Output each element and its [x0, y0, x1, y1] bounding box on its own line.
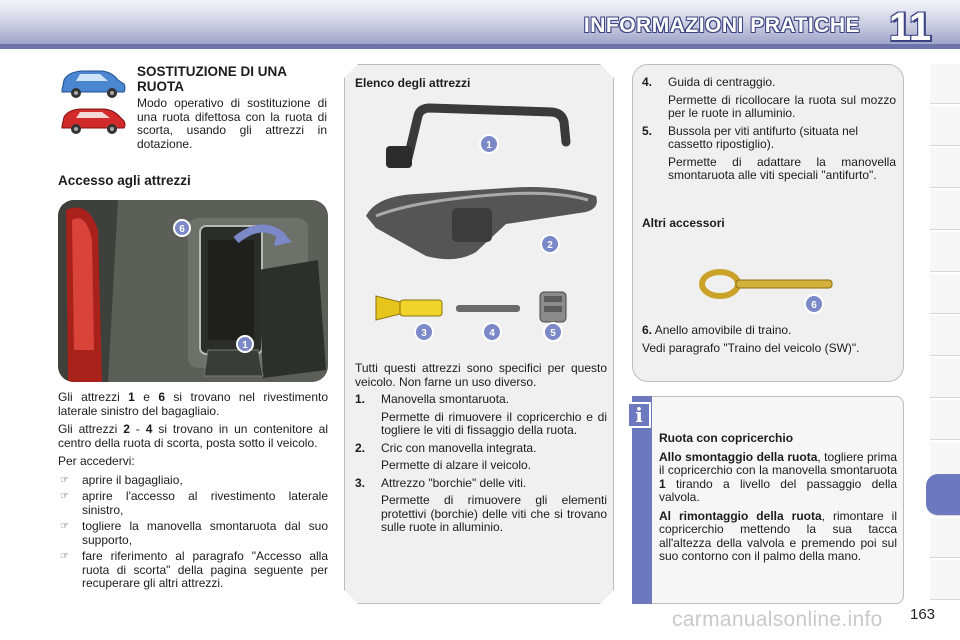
chapter-tabs: [926, 64, 960, 624]
access-paragraph: Gli attrezzi 1 e 6 si trovano nel rivestimento laterale sinistro del bagagliaio.: [58, 390, 329, 418]
list-item: ☞ fare riferimento al paragrafo "Accesso alla ruota di scorta" della pagina seguente per recuperare gli altri attrezzi.: [60, 549, 328, 590]
tool-badge: 6: [179, 224, 185, 235]
chapter-tab[interactable]: [930, 106, 960, 146]
info-paragraph: Al rimontaggio della ruota, rimontare il copricerchio mettendo la sua tacca all'altezza della valvola e premendo poi sul suo contorno con il palmo della mano.: [659, 508, 897, 563]
tools-title: Elenco degli attrezzi: [355, 76, 471, 90]
list-item: 3. Attrezzo "borchie" delle viti. Permette di rimuovere gli elementi protettivi (borchie) delle viti che si trovano sulle ruote in alluminio.: [355, 475, 607, 534]
tool-badge: 6: [811, 300, 817, 311]
list-item: 1. Manovella smontaruota. Permette di rimuovere il copricerchio e di togliere le viti di fissaggio della ruota.: [355, 392, 607, 437]
list-item: 2. Cric con manovella integrata. Permette di alzare il veicolo.: [355, 440, 537, 472]
list-item: 5. Bussola per viti antifurto (situata nel cassetto ripostiglio). Permette di adattare la manovella smontaruota alle viti speciali "antifurto".: [642, 123, 896, 182]
accessories-text: [642, 324, 896, 359]
chapter-tab[interactable]: [930, 560, 960, 600]
tools-text: [355, 362, 607, 539]
towing-ring-illustration: [690, 258, 840, 318]
chapter-tab-active[interactable]: [926, 474, 960, 516]
info-title: Ruota con copricerchio: [659, 431, 794, 445]
list-item: 4. Guida di centraggio. Permette di ricollocare la ruota sul mozzo per le ruote in alluminio.: [642, 75, 896, 120]
trunk-photo: [58, 200, 328, 382]
accessories-title: Altri accessori: [642, 216, 725, 230]
pointing-hand-icon: ☞: [60, 521, 69, 532]
list-item: ☞ aprire l'accesso al rivestimento laterale sinistro,: [60, 489, 328, 517]
chapter-tab[interactable]: [930, 316, 960, 356]
tool-badge: 2: [547, 240, 553, 251]
page-number: 163: [910, 606, 936, 623]
chapter-tab[interactable]: [930, 274, 960, 314]
header-stripe: [0, 44, 960, 49]
tool-badge: 1: [486, 140, 492, 151]
tool-badge: 4: [489, 328, 495, 339]
tool-badge: 3: [421, 328, 427, 339]
pointing-hand-icon: ☞: [60, 491, 69, 502]
page-title: INFORMAZIONI PRATICHE: [583, 14, 860, 37]
tools-text-continued: [642, 76, 896, 187]
access-title: Accesso agli attrezzi: [58, 173, 191, 188]
chapter-number: 11: [888, 5, 932, 49]
info-icon: i: [627, 402, 651, 428]
red-car-icon: [58, 102, 128, 136]
accessory-note: Vedi paragrafo "Traino del veicolo (SW)".: [642, 340, 860, 355]
chapter-tab[interactable]: [930, 358, 960, 398]
chapter-tab[interactable]: [930, 232, 960, 272]
chapter-tab[interactable]: [930, 518, 960, 558]
blue-car-icon: [58, 66, 128, 100]
access-text: [58, 391, 328, 594]
info-paragraph: Allo smontaggio della ruota, togliere prima il copricerchio con la manovella smontaruota 1 tirando a livello del passaggio della valvola.: [659, 449, 897, 504]
watermark: carmanualsonline.info: [672, 608, 883, 631]
chapter-tab[interactable]: [930, 400, 960, 440]
info-text: [659, 432, 897, 569]
list-item: ☞ togliere la manovella smontaruota dal suo supporto,: [60, 519, 328, 547]
pointing-hand-icon: ☞: [60, 551, 69, 562]
access-paragraph: Gli attrezzi 2 - 4 si trovano in un contenitore al centro della ruota di scorta, posta sotto il veicolo.: [58, 422, 328, 450]
tool-badge: 5: [550, 328, 556, 339]
section-title: SOSTITUZIONE DI UNA RUOTA: [137, 64, 287, 94]
page-header: [0, 0, 960, 50]
list-item: ☞ aprire il bagagliaio,: [60, 472, 183, 487]
accessory-item: 6. Anello amovibile di traino.: [642, 323, 792, 337]
access-paragraph: Per accedervi:: [58, 454, 135, 468]
chapter-tab[interactable]: [930, 64, 960, 104]
tools-illustration: [356, 96, 606, 356]
chapter-tab[interactable]: [930, 148, 960, 188]
pointing-hand-icon: ☞: [60, 474, 69, 486]
chapter-tab[interactable]: [930, 190, 960, 230]
tool-badge: 1: [242, 340, 248, 351]
tools-intro: Tutti questi attrezzi sono specifici per questo veicolo. Non farne un uso diverso.: [355, 361, 607, 389]
section-intro: Modo operativo di sostituzione di una ruota difettosa con la ruota di scorta, usando gli attrezzi in dotazione.: [137, 96, 327, 151]
